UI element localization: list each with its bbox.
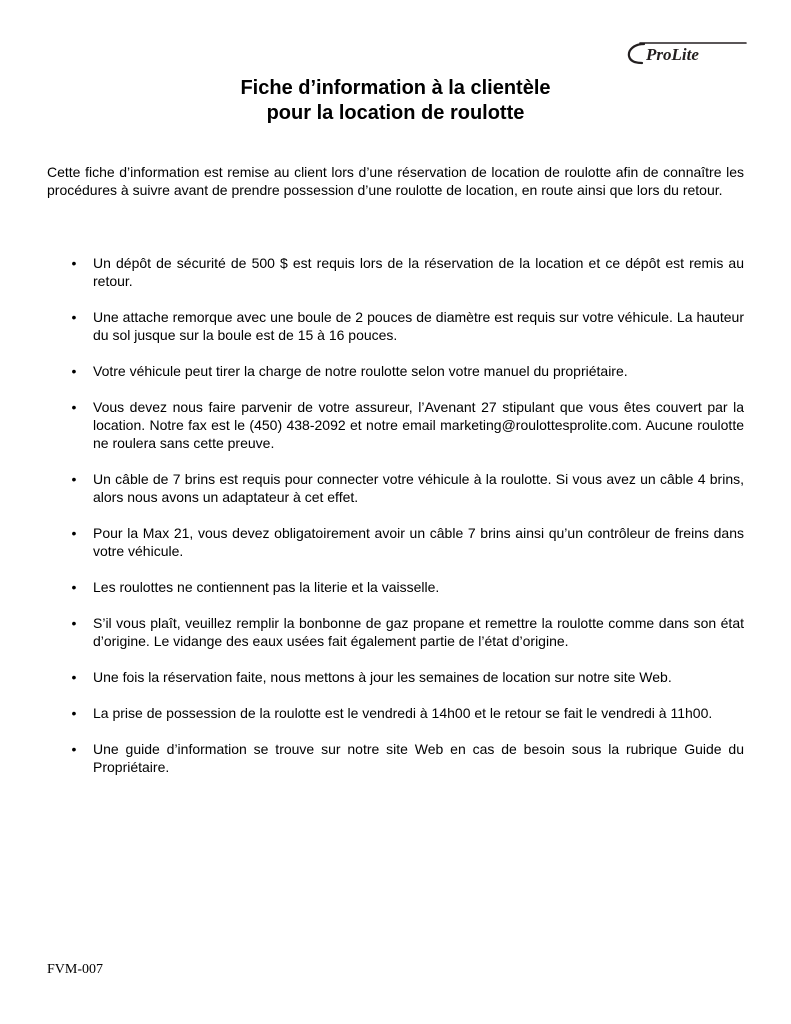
bullet-text: Un câble de 7 brins est requis pour connecter votre véhicule à la roulotte. Si vous avez un câble 4 brins, alors nous avons un adaptateur à cet effet.	[93, 471, 744, 505]
bullet-dot-icon: •	[71, 363, 77, 379]
bullet-text: S’il vous plaît, veuillez remplir la bonbonne de gaz propane et remettre la roulotte comme dans son état d’origine. Le vidange des eaux usées fait également partie de l’état d’origine.	[93, 615, 744, 649]
prolite-logo-wordmark: ProLite	[646, 45, 699, 64]
bullet-dot-icon: •	[71, 309, 77, 325]
bullet-item	[0, 740, 791, 776]
bullet-item	[0, 254, 791, 290]
prolite-logo	[626, 40, 748, 66]
bullet-dot-icon: •	[71, 579, 77, 595]
bullet-dot-icon: •	[71, 525, 77, 541]
page-title	[0, 76, 791, 126]
bullet-dot-icon: •	[71, 741, 77, 757]
bullet-dot-icon: •	[71, 615, 77, 631]
bullet-item	[0, 470, 791, 506]
bullet-item	[0, 362, 791, 380]
bullet-dot-icon: •	[71, 705, 77, 721]
bullet-text: Une attache remorque avec une boule de 2 pouces de diamètre est requis sur votre véhicule. La hauteur du sol jusque sur la boule est de 15 à 16 pouces.	[93, 309, 744, 343]
bullet-text: Pour la Max 21, vous devez obligatoirement avoir un câble 7 brins ainsi qu’un contrôleur de freins dans votre véhicule.	[93, 525, 744, 559]
bullet-item	[0, 614, 791, 650]
info-bullet-list	[0, 254, 791, 794]
bullet-text: Une fois la réservation faite, nous mettons à jour les semaines de location sur notre site Web.	[93, 669, 672, 685]
form-code: FVM-007	[47, 962, 104, 977]
page-title-line-2: pour la location de roulotte	[266, 102, 525, 124]
bullet-text: Un dépôt de sécurité de 500 $ est requis lors de la réservation de la location et ce dépôt est remis au retour.	[93, 255, 744, 289]
bullet-dot-icon: •	[71, 399, 77, 415]
bullet-item	[0, 668, 791, 686]
bullet-item	[0, 578, 791, 596]
bullet-dot-icon: •	[71, 669, 77, 685]
bullet-dot-icon: •	[71, 255, 77, 271]
bullet-item	[0, 398, 791, 452]
bullet-item	[0, 308, 791, 344]
bullet-text: Vous devez nous faire parvenir de votre assureur, l’Avenant 27 stipulant que vous êtes couvert par la location. Notre fax est le (450) 438-2092 et notre email marketing@roulottesprolite.com. Aucune roulotte ne roulera sans cette preuve.	[93, 399, 744, 451]
prolite-logo-mark	[626, 40, 748, 66]
bullet-text: Votre véhicule peut tirer la charge de notre roulotte selon votre manuel du propriétaire.	[93, 363, 628, 379]
bullet-dot-icon: •	[71, 471, 77, 487]
bullet-text: La prise de possession de la roulotte est le vendredi à 14h00 et le retour se fait le vendredi à 11h00.	[93, 705, 713, 721]
page-title-line-1: Fiche d’information à la clientèle	[240, 77, 551, 99]
bullet-item	[0, 704, 791, 722]
intro-paragraph: Cette fiche d’information est remise au client lors d’une réservation de location de roulotte afin de connaître les procédures à suivre avant de prendre possession d’une roulotte de location, en route ainsi que lors du retour.	[47, 164, 744, 198]
bullet-text: Les roulottes ne contiennent pas la literie et la vaisselle.	[93, 579, 440, 595]
bullet-item	[0, 524, 791, 560]
bullet-text: Une guide d’information se trouve sur notre site Web en cas de besoin sous la rubrique Guide du Propriétaire.	[93, 741, 744, 775]
